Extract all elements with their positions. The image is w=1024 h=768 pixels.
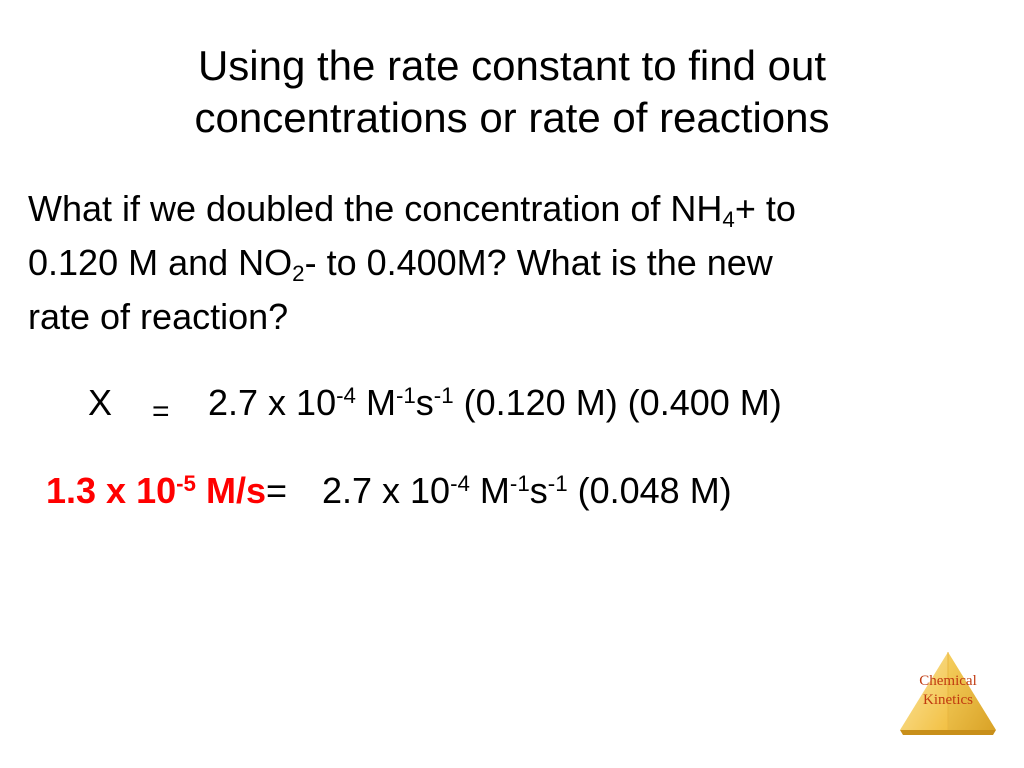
badge-text [898,672,998,710]
question-part-1: What if we doubled the concentration of NH [28,188,723,229]
unknown-x: X [88,382,113,423]
title-line-2: concentrations or rate of reactions [194,94,830,141]
question-part-4: - to 0.400M? What is the new [304,242,773,283]
rate-equation-2 [46,466,732,516]
slide-title [0,40,1024,144]
question-subscript-2: 2 [292,261,305,287]
chemical-kinetics-badge [898,650,998,736]
unit-s-exp: -1 [547,470,568,496]
equals-sign: = [265,470,288,511]
rate-constant-coef: 2.7 x 10 [208,382,337,423]
question-part-2: + to [734,188,796,229]
question-subscript-1: 4 [722,207,735,233]
badge-line-1: Chemical [919,673,977,689]
badge-line-2: Kinetics [923,692,973,708]
question-part-3: 0.120 M and NO [28,242,293,283]
question-part-5: rate of reaction? [28,296,289,337]
answer-unit: M/s [195,470,266,511]
title-line-1: Using the rate constant to find out [197,42,827,89]
rate-constant-exp: -4 [450,470,470,496]
rate-equation-1 [88,378,782,431]
equals-sign: = [152,395,170,428]
concentrations: (0.120 M) (0.400 M) [453,382,782,423]
question-text [28,182,1008,344]
answer-coef: 1.3 x 10 [46,470,177,511]
unit-s-exp: -1 [433,382,454,408]
concentration-product: (0.048 M) [567,470,732,511]
rate-constant-coef: 2.7 x 10 [321,470,451,511]
unit-m: M [469,470,510,511]
unit-m-exp: -1 [509,470,530,496]
unit-s: s [415,382,434,423]
unit-m-exp: -1 [395,382,416,408]
answer-exp: -5 [176,470,196,496]
rate-constant-exp: -4 [336,382,356,408]
unit-s: s [529,470,548,511]
unit-m: M [355,382,396,423]
answer [46,470,266,511]
